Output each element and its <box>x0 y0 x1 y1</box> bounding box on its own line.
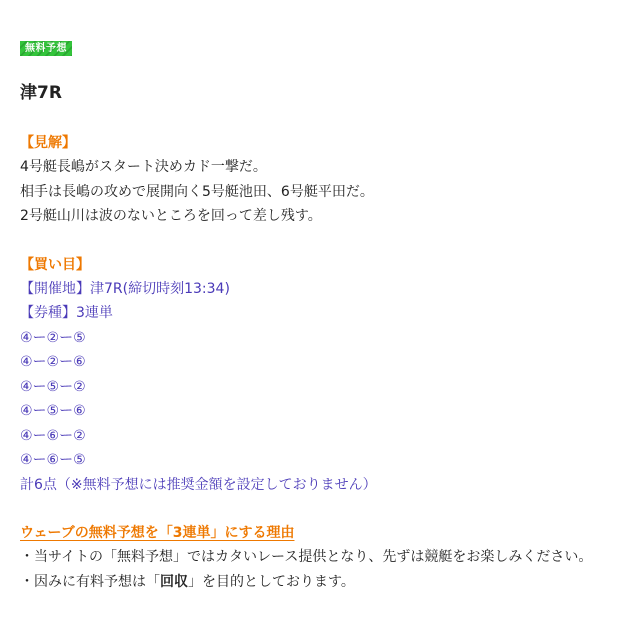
bet-combination: ④ー⑥ー⑤ <box>20 452 86 468</box>
opinion-line: 2号艇山川は波のないところを回って差し残す。 <box>20 208 322 224</box>
bet-combination: ④ー⑥ー② <box>20 427 86 444</box>
bets-heading: 【買い目】 <box>20 256 90 273</box>
bet-combination: ④ー⑤ー⑥ <box>20 403 86 419</box>
bet-combination: ④ー⑤ー② <box>20 378 86 395</box>
bet-combination: ④ー②ー⑤ <box>20 329 86 346</box>
reason-heading: ウェーブの無料予想を「3連単」にする理由 <box>20 525 295 541</box>
badge-label: 無料予想 <box>20 41 72 56</box>
reason-section <box>20 521 620 594</box>
bet-type-line: 【券種】3連単 <box>20 305 113 321</box>
opinion-section <box>20 131 620 229</box>
reason-line-2 <box>20 570 620 595</box>
spacer <box>20 229 620 253</box>
total-points-line: 計6点（※無料予想には推奨金額を設定しておりません） <box>20 476 377 493</box>
opinion-line: 相手は長嶋の攻めで展開向く5号艇池田、6号艇平田だ。 <box>20 183 374 200</box>
reason-line-2-bold: 回収 <box>160 573 188 590</box>
spacer <box>20 497 620 521</box>
free-prediction-badge <box>20 36 620 56</box>
bet-combination: ④ー②ー⑥ <box>20 354 86 370</box>
opinion-line: 4号艇長嶋がスタート決めカド一撃だ。 <box>20 159 267 175</box>
opinion-heading: 【見解】 <box>20 135 76 151</box>
bets-section <box>20 253 620 498</box>
venue-line: 【開催地】津7R(締切時刻13:34) <box>20 280 230 297</box>
reason-line-1: ・当サイトの「無料予想」ではカタいレース提供となり、先ずは競艇をお楽しみください。 <box>20 549 593 565</box>
reason-line-2-prefix: ・因みに有料予想は「 <box>20 573 160 590</box>
reason-line-2-suffix: 」を目的としております。 <box>188 573 355 590</box>
race-title: 津7R <box>20 83 62 103</box>
